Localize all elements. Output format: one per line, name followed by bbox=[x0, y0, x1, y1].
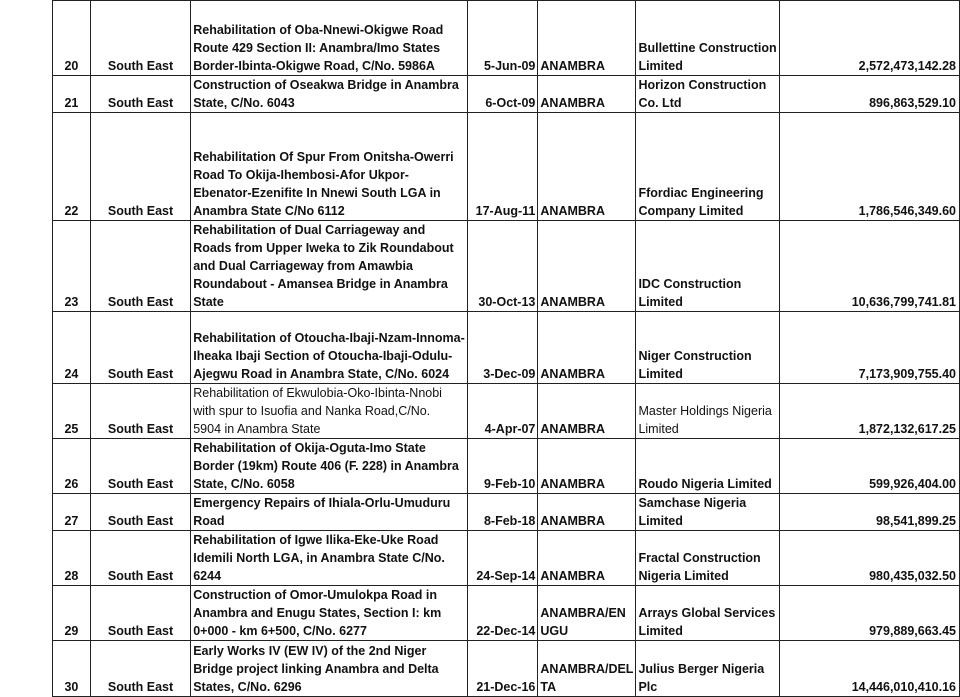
project-description-line: 6244 bbox=[193, 569, 222, 583]
contractor-cell-line: Nigeria Limited bbox=[638, 569, 729, 583]
table-row bbox=[53, 494, 960, 531]
state-cell bbox=[538, 439, 636, 494]
contractor-cell-line: Plc bbox=[638, 680, 658, 694]
state-cell-line: ANAMBRA/DEL bbox=[540, 662, 634, 676]
project-description-line: Rehabilitation of Otoucha-Ibaji-Nzam-Innoma- bbox=[193, 331, 465, 345]
state-cell-line: ANAMBRA bbox=[540, 204, 605, 218]
project-description-line: Rehabilitation Of Spur From Onitsha-Owerri bbox=[193, 150, 454, 164]
project-description-line: Rehabilitation of Oba-Nnewi-Okigwe Road bbox=[193, 23, 444, 37]
row-number: 26 bbox=[53, 439, 91, 494]
project-description-line: Roads from Upper Iweka to Zik Roundabout bbox=[193, 241, 454, 255]
contractor-cell-line: Limited bbox=[638, 59, 683, 73]
award-date: 30-Oct-13 bbox=[467, 221, 538, 312]
contractor-cell-line: Arrays Global Services bbox=[638, 606, 776, 620]
state-cell-line: ANAMBRA bbox=[540, 367, 605, 381]
project-description-line: Idemili North LGA, in Anambra State C/No. bbox=[193, 551, 445, 565]
contract-amount: 979,889,663.45 bbox=[779, 586, 959, 641]
project-description-line: State, C/No. 6043 bbox=[193, 96, 295, 110]
region-cell: South East bbox=[90, 531, 190, 586]
contractor-cell bbox=[636, 76, 779, 113]
contractor-cell-line: Limited bbox=[638, 514, 683, 528]
project-description bbox=[191, 113, 468, 221]
contract-amount: 1,872,132,617.25 bbox=[779, 384, 959, 439]
state-cell bbox=[538, 1, 636, 76]
contract-amount: 10,636,799,741.81 bbox=[779, 221, 959, 312]
project-description-line: Rehabilitation of Dual Carriageway and bbox=[193, 223, 426, 237]
region-cell: South East bbox=[90, 76, 190, 113]
contractor-cell-line: Samchase Nigeria bbox=[638, 496, 747, 510]
contract-amount: 1,786,546,349.60 bbox=[779, 113, 959, 221]
state-cell bbox=[538, 113, 636, 221]
award-date: 22-Dec-14 bbox=[467, 586, 538, 641]
award-date: 17-Aug-11 bbox=[467, 113, 538, 221]
project-description bbox=[191, 641, 468, 697]
contractor-cell bbox=[636, 641, 779, 697]
contractor-cell-line: Fractal Construction bbox=[638, 551, 761, 565]
project-description-line: Early Works IV (EW IV) of the 2nd Niger bbox=[193, 644, 427, 658]
contractor-cell-line: Limited bbox=[638, 367, 683, 381]
project-description bbox=[191, 1, 468, 76]
state-cell bbox=[538, 76, 636, 113]
project-description bbox=[191, 384, 468, 439]
project-description bbox=[191, 312, 468, 384]
contractor-cell-line: Company Limited bbox=[638, 204, 744, 218]
project-description bbox=[191, 531, 468, 586]
row-number: 24 bbox=[53, 312, 91, 384]
project-description bbox=[191, 439, 468, 494]
contract-amount: 599,926,404.00 bbox=[779, 439, 959, 494]
state-cell-line: ANAMBRA bbox=[540, 295, 605, 309]
project-description-line: Emergency Repairs of Ihiala-Orlu-Umuduru bbox=[193, 496, 451, 510]
award-date: 21-Dec-16 bbox=[467, 641, 538, 697]
contractor-cell bbox=[636, 586, 779, 641]
state-cell-line: UGU bbox=[540, 624, 569, 638]
project-description-line: and Dual Carriageway from Amawbia bbox=[193, 259, 413, 273]
award-date: 3-Dec-09 bbox=[467, 312, 538, 384]
table-row bbox=[53, 76, 960, 113]
row-number: 20 bbox=[53, 1, 91, 76]
contractor-cell-line: Niger Construction bbox=[638, 349, 752, 363]
state-cell bbox=[538, 494, 636, 531]
project-description-line: Anambra and Enugu States, Section I: km bbox=[193, 606, 442, 620]
contractor-cell-line: Limited bbox=[638, 624, 683, 638]
row-number: 30 bbox=[53, 641, 91, 697]
contractor-cell-line: Co. Ltd bbox=[638, 96, 682, 110]
project-description-line: States, C/No. 6296 bbox=[193, 680, 302, 694]
project-description-line: Construction of Oseakwa Bridge in Anambra bbox=[193, 78, 459, 92]
award-date: 4-Apr-07 bbox=[467, 384, 538, 439]
award-date: 6-Oct-09 bbox=[467, 76, 538, 113]
state-cell bbox=[538, 641, 636, 697]
state-cell-line: ANAMBRA bbox=[540, 59, 605, 73]
table-row bbox=[53, 586, 960, 641]
state-cell-line: ANAMBRA bbox=[540, 514, 605, 528]
region-cell: South East bbox=[90, 439, 190, 494]
contractor-cell bbox=[636, 113, 779, 221]
award-date: 5-Jun-09 bbox=[467, 1, 538, 76]
project-description-line: Road To Okija-Ihembosi-Afor Ukpor- bbox=[193, 168, 409, 182]
project-description-line: Ajegwu Road in Anambra State, C/No. 6024 bbox=[193, 367, 450, 381]
table-row bbox=[53, 384, 960, 439]
table-row bbox=[53, 1, 960, 76]
state-cell bbox=[538, 221, 636, 312]
table-row bbox=[53, 312, 960, 384]
project-description-line: Rehabilitation of Igwe Ilika-Eke-Uke Road bbox=[193, 533, 439, 547]
contractor-cell bbox=[636, 312, 779, 384]
table-row bbox=[53, 221, 960, 312]
region-cell: South East bbox=[90, 221, 190, 312]
row-number: 28 bbox=[53, 531, 91, 586]
project-description-line: Ebenator-Ezenifite In Nnewi South LGA in bbox=[193, 186, 441, 200]
contractor-cell-line: Julius Berger Nigeria bbox=[638, 662, 765, 676]
contractor-cell-line: IDC Construction bbox=[638, 277, 742, 291]
project-description-line: Anambra State C/No 6112 bbox=[193, 204, 345, 218]
contractor-cell bbox=[636, 1, 779, 76]
project-description-line: State bbox=[193, 295, 224, 309]
project-description-line: Road bbox=[193, 514, 225, 528]
contractor-cell-line: Limited bbox=[638, 295, 683, 309]
contractor-cell-line: Roudo Nigeria Limited bbox=[638, 477, 772, 491]
row-number: 22 bbox=[53, 113, 91, 221]
project-description bbox=[191, 586, 468, 641]
state-cell-line: ANAMBRA bbox=[540, 477, 605, 491]
project-description-line: Border (19km) Route 406 (F. 228) in Anambra bbox=[193, 459, 459, 473]
state-cell bbox=[538, 312, 636, 384]
region-cell: South East bbox=[90, 113, 190, 221]
project-description-line: Roundabout - Amansea Bridge in Anambra bbox=[193, 277, 448, 291]
project-description-line: Border-Ibinta-Okigwe Road, C/No. 5986A bbox=[193, 59, 435, 73]
contract-amount: 98,541,899.25 bbox=[779, 494, 959, 531]
contract-amount: 896,863,529.10 bbox=[779, 76, 959, 113]
contractor-cell bbox=[636, 494, 779, 531]
state-cell-line: ANAMBRA bbox=[540, 422, 605, 436]
state-cell-line: ANAMBRA bbox=[540, 96, 605, 110]
contractor-cell bbox=[636, 221, 779, 312]
table-row bbox=[53, 531, 960, 586]
project-description-line: Iheaka Ibaji Section of Otoucha-Ibaji-Odulu- bbox=[193, 349, 453, 363]
row-number: 27 bbox=[53, 494, 91, 531]
project-description-line: with spur to Isuofia and Nanka Road,C/No. bbox=[193, 404, 431, 418]
state-cell-line: TA bbox=[540, 680, 557, 694]
contractor-cell-line: Ffordiac Engineering bbox=[638, 186, 764, 200]
table-body bbox=[53, 1, 960, 697]
state-cell bbox=[538, 384, 636, 439]
project-description bbox=[191, 221, 468, 312]
project-description-line: Rehabilitation of Ekwulobia-Oko-Ibinta-Nnobi bbox=[193, 386, 442, 400]
table-row bbox=[53, 113, 960, 221]
contractor-cell-line: Bullettine Construction bbox=[638, 41, 777, 55]
project-description-line: Route 429 Section II: Anambra/Imo States bbox=[193, 41, 441, 55]
contract-amount: 14,446,010,410.16 bbox=[779, 641, 959, 697]
project-description-line: 0+000 - km 6+500, C/No. 6277 bbox=[193, 624, 367, 638]
row-number: 23 bbox=[53, 221, 91, 312]
state-cell bbox=[538, 586, 636, 641]
region-cell: South East bbox=[90, 1, 190, 76]
contract-amount: 2,572,473,142.28 bbox=[779, 1, 959, 76]
contractor-cell bbox=[636, 531, 779, 586]
region-cell: South East bbox=[90, 641, 190, 697]
state-cell bbox=[538, 531, 636, 586]
award-date: 24-Sep-14 bbox=[467, 531, 538, 586]
project-description bbox=[191, 76, 468, 113]
region-cell: South East bbox=[90, 384, 190, 439]
contractor-cell-line: Master Holdings Nigeria bbox=[638, 404, 772, 418]
contractor-cell bbox=[636, 384, 779, 439]
state-cell-line: ANAMBRA/EN bbox=[540, 606, 626, 620]
region-cell: South East bbox=[90, 312, 190, 384]
state-cell-line: ANAMBRA bbox=[540, 569, 605, 583]
contract-amount: 980,435,032.50 bbox=[779, 531, 959, 586]
table-row bbox=[53, 641, 960, 697]
table-row bbox=[53, 439, 960, 494]
row-number: 21 bbox=[53, 76, 91, 113]
contractor-cell-line: Horizon Construction bbox=[638, 78, 767, 92]
project-description-line: 5904 in Anambra State bbox=[193, 422, 321, 436]
project-description bbox=[191, 494, 468, 531]
project-description-line: Construction of Omor-Umulokpa Road in bbox=[193, 588, 437, 602]
contracts-table bbox=[52, 0, 960, 697]
project-description-line: Bridge project linking Anambra and Delta bbox=[193, 662, 439, 676]
region-cell: South East bbox=[90, 586, 190, 641]
contractor-cell bbox=[636, 439, 779, 494]
project-description-line: Rehabilitation of Okija-Oguta-Imo State bbox=[193, 441, 426, 455]
row-number: 25 bbox=[53, 384, 91, 439]
contractor-cell-line: Limited bbox=[638, 422, 679, 436]
award-date: 8-Feb-18 bbox=[467, 494, 538, 531]
award-date: 9-Feb-10 bbox=[467, 439, 538, 494]
project-description-line: State, C/No. 6058 bbox=[193, 477, 295, 491]
contract-amount: 7,173,909,755.40 bbox=[779, 312, 959, 384]
row-number: 29 bbox=[53, 586, 91, 641]
region-cell: South East bbox=[90, 494, 190, 531]
